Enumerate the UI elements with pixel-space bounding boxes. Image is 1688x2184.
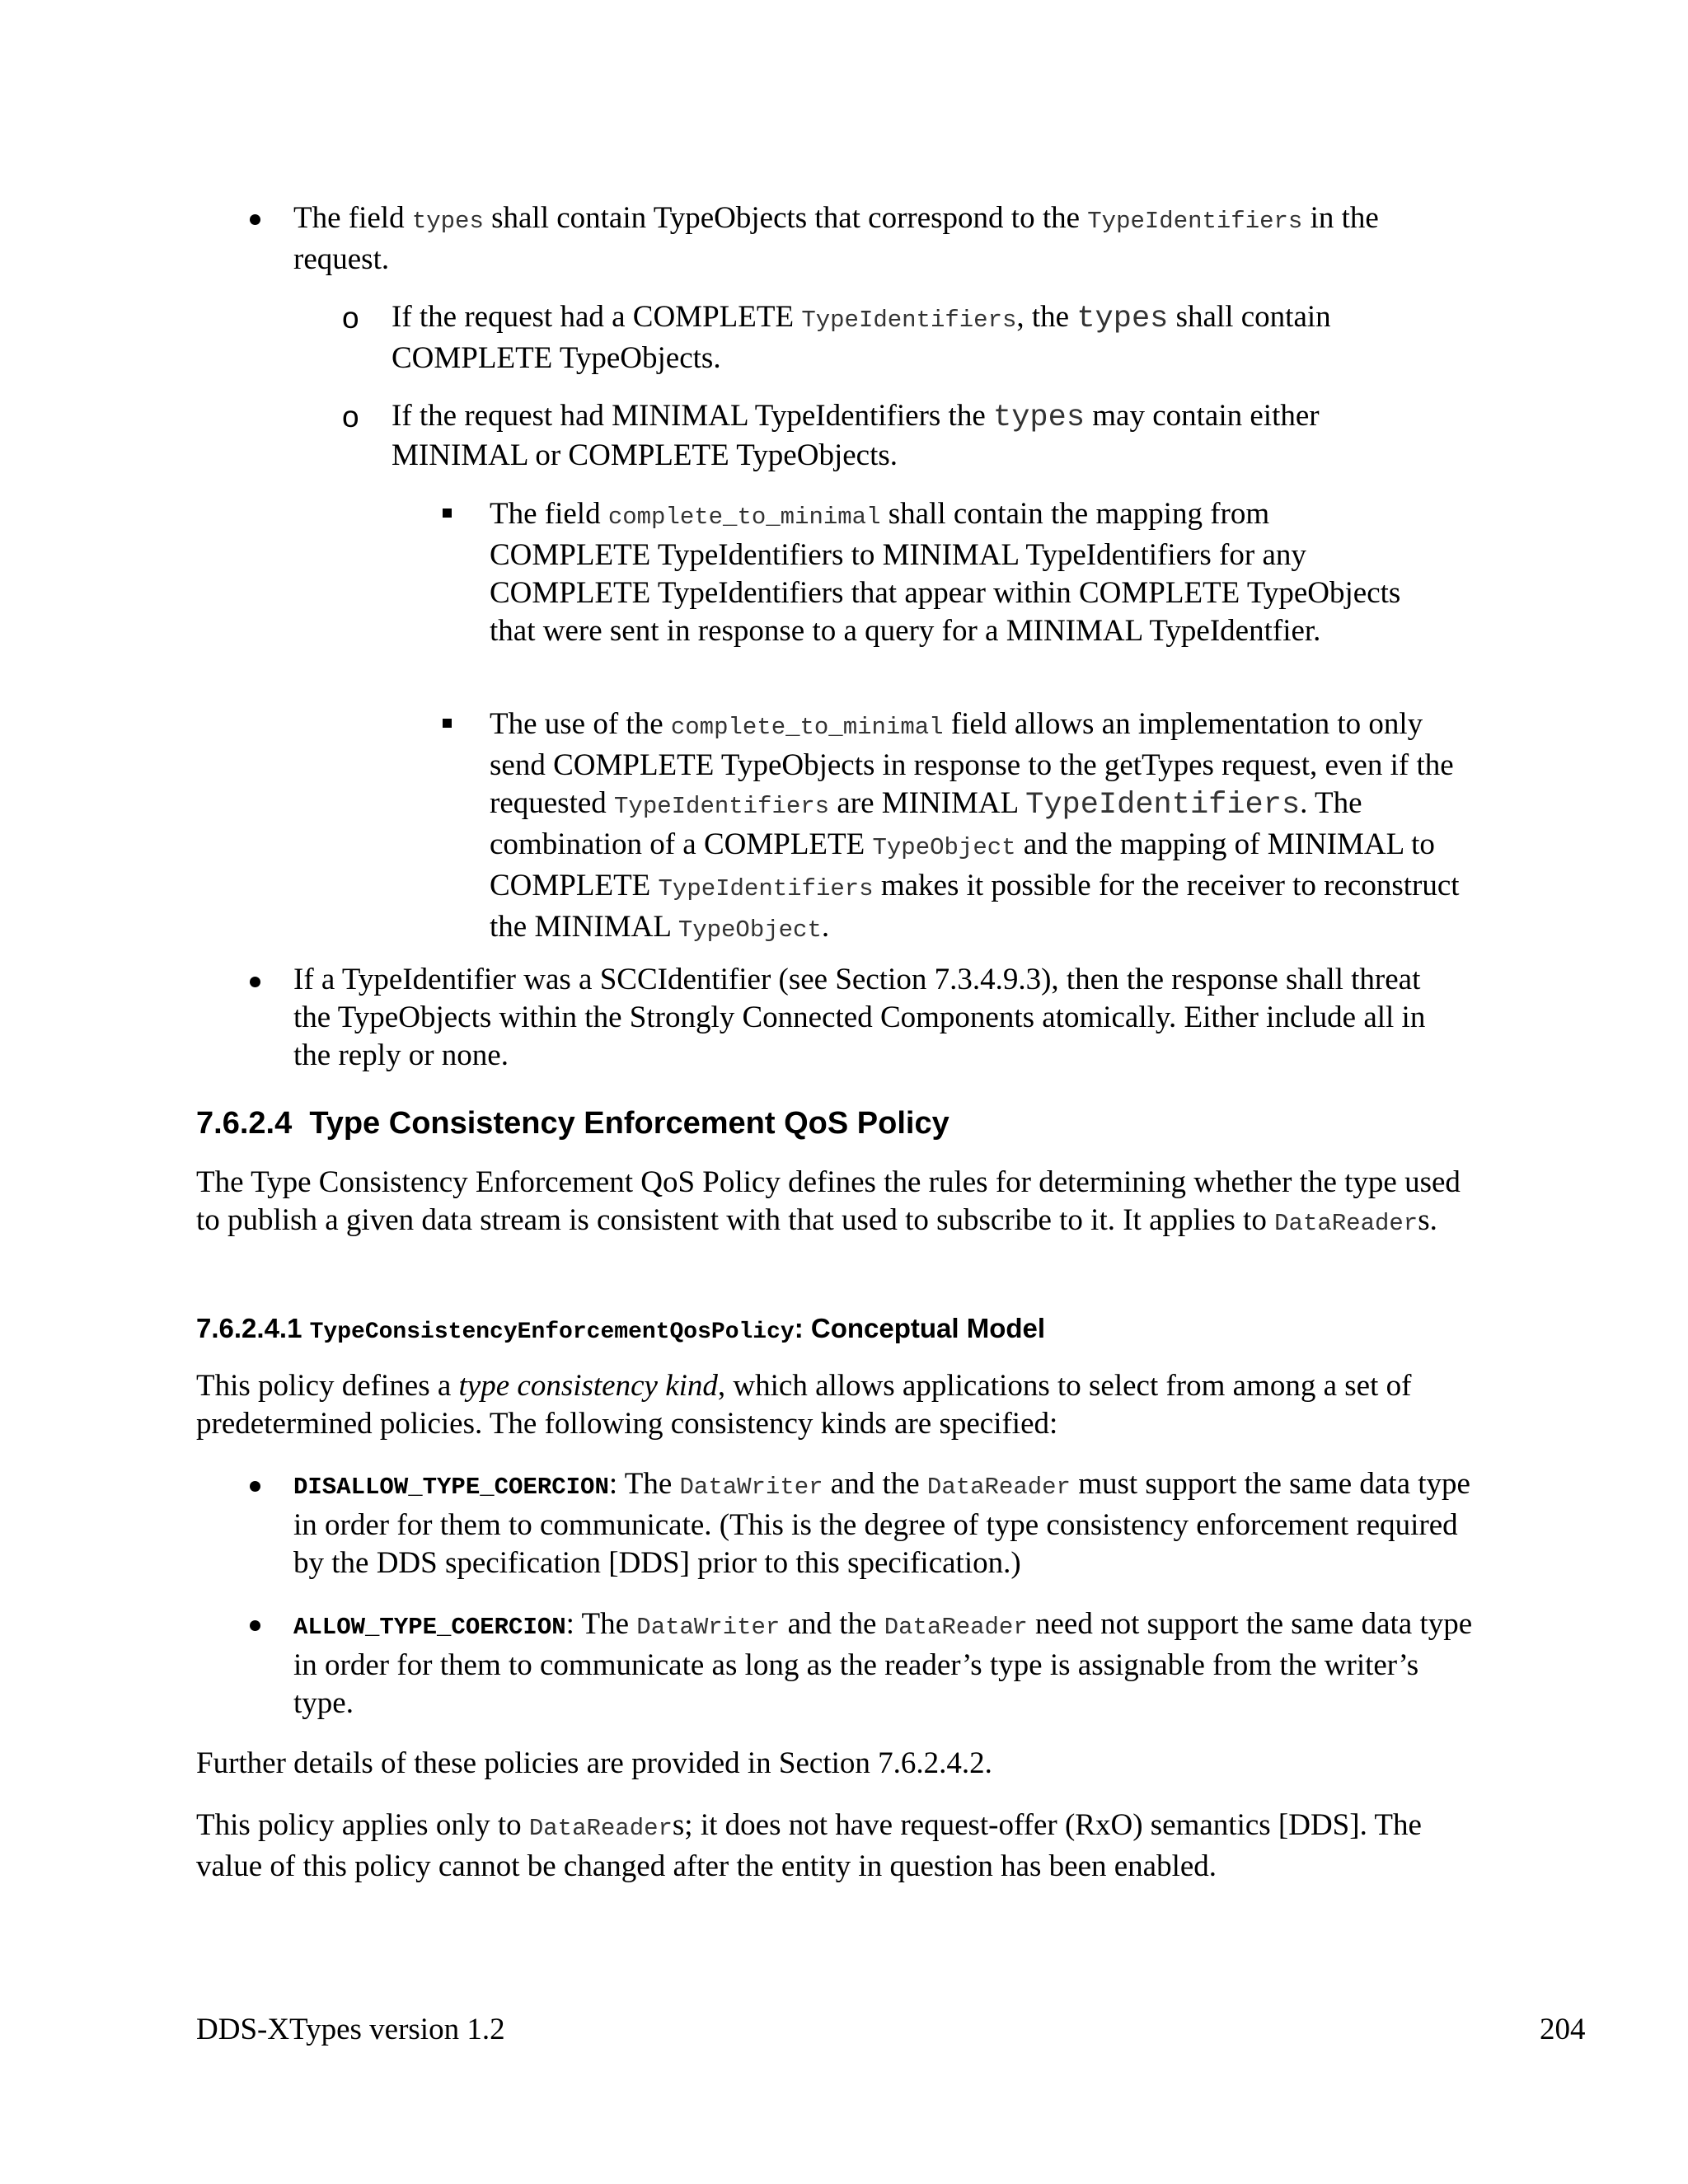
code-types: types	[993, 401, 1085, 435]
code-types: types	[411, 208, 484, 235]
text: and the mapping of MINIMAL to COMPLETE	[490, 827, 1435, 902]
text: : The	[608, 1467, 680, 1501]
sub-bullet-complete	[392, 298, 1447, 377]
code-datawriter: DataWriter	[636, 1614, 781, 1641]
text: : The	[565, 1607, 637, 1641]
footer-page-number: 204	[1540, 2013, 1586, 2046]
heading-title: : Conceptual Model	[794, 1313, 1046, 1343]
text: s.	[1418, 1203, 1437, 1237]
code-allow-type-coercion: ALLOW_TYPE_COERCION	[293, 1614, 566, 1641]
paragraph-policy-applies	[196, 1807, 1482, 1886]
code-typeidentifiers: TypeIdentifiers	[614, 793, 830, 820]
text: are MINIMAL	[829, 786, 1026, 820]
text: If a TypeIdentifier was a SCCIdentifier (see Section 7.3.4.9.3), then the response shall threat the TypeObjects within the Strongly Connected Components atomically. Either include all in the reply or none.	[293, 963, 1426, 1072]
code-datareader: DataReader	[926, 1474, 1071, 1501]
code-typeidentifiers: TypeIdentifiers	[801, 307, 1017, 334]
text: field allows an implementation to only send COMPLETE TypeObjects in response to the getTypes request, even if the requested	[490, 707, 1454, 820]
square-bullet	[443, 509, 452, 518]
bullet-allow-type-coercion	[293, 1605, 1480, 1722]
code-typeidentifiers: TypeIdentifiers	[1087, 208, 1303, 235]
code-datareader: DataReader	[1274, 1210, 1418, 1237]
paragraph-policy-intro	[196, 1164, 1482, 1243]
text: and the	[823, 1467, 927, 1501]
bullet-dot	[250, 977, 260, 987]
text: and the	[780, 1607, 884, 1641]
text: . The combination of a COMPLETE	[490, 786, 1362, 861]
code-disallow-type-coercion: DISALLOW_TYPE_COERCION	[293, 1474, 609, 1501]
text: The field	[293, 201, 412, 235]
text: must support the same data type in order for them to communicate. (This is the degree of type consistency enforcement required by the DDS specification [DDS] prior to this specification.)	[293, 1467, 1470, 1580]
text: If the request had MINIMAL TypeIdentifiers the	[392, 399, 993, 433]
code-policy-name: TypeConsistencyEnforcementQosPolicy	[309, 1319, 795, 1345]
text: , which allows applications to select from among a set of predetermined policies. The following consistency kinds are specified:	[196, 1369, 1412, 1441]
text: need not support the same data type in order for them to communicate as long as the reader’s type is assignable from the writer’s type.	[293, 1607, 1473, 1720]
bullet-dot	[250, 214, 260, 225]
text: The field	[490, 497, 608, 531]
code-typeobject: TypeObject	[678, 916, 822, 944]
sub-bullet-marker: o	[342, 301, 359, 335]
square-item-complete-to-minimal	[490, 495, 1404, 650]
emphasis: type consistency kind	[458, 1369, 718, 1403]
bullet-dot	[250, 1620, 260, 1631]
text: may contain either MINIMAL or COMPLETE TypeObjects.	[392, 399, 1320, 472]
section-heading-7-6-2-4-1	[196, 1310, 1045, 1351]
bullet-dot	[250, 1481, 260, 1492]
section-heading-7-6-2-4: 7.6.2.4 Type Consistency Enforcement QoS Policy	[196, 1106, 950, 1141]
text: shall contain TypeObjects that correspond to the	[483, 201, 1088, 235]
bullet-types-field	[293, 199, 1447, 279]
code-datawriter: DataWriter	[679, 1474, 823, 1501]
code-complete-to-minimal: complete_to_minimal	[607, 504, 881, 531]
code-typeidentifiers: TypeIdentifiers	[1025, 788, 1301, 823]
square-bullet	[443, 719, 452, 728]
text: This policy defines a	[196, 1369, 459, 1403]
heading-number: 7.6.2.4.1	[196, 1313, 310, 1343]
sub-bullet-marker: o	[342, 400, 359, 434]
text: This policy applies only to	[196, 1808, 529, 1842]
code-typeidentifiers: TypeIdentifiers	[658, 875, 874, 902]
sub-bullet-minimal	[392, 397, 1447, 475]
text: The Type Consistency Enforcement QoS Policy defines the rules for determining whether the type used to publish a given data stream is consistent with that used to subscribe to it. It applies to	[196, 1165, 1461, 1237]
code-datareader: DataReader	[528, 1815, 673, 1842]
text: shall contain COMPLETE TypeObjects.	[392, 300, 1331, 375]
text: makes it possible for the receiver to reconstruct the MINIMAL	[490, 869, 1460, 944]
bullet-scc-identifier	[293, 961, 1447, 1075]
text: .	[821, 910, 830, 944]
text: If the request had a COMPLETE	[392, 300, 802, 334]
bullet-disallow-type-coercion	[293, 1465, 1480, 1582]
paragraph-consistency-kind	[196, 1367, 1482, 1443]
code-complete-to-minimal: complete_to_minimal	[670, 714, 944, 741]
paragraph-further-details: Further details of these policies are provided in Section 7.6.2.4.2.	[196, 1746, 992, 1780]
text: s; it does not have request-offer (RxO) semantics [DDS]. The value of this policy cannot be changed after the entity in question has been enabled.	[196, 1808, 1422, 1883]
text: in the request.	[293, 201, 1379, 276]
text: The use of the	[490, 707, 671, 741]
text: shall contain the mapping from COMPLETE TypeIdentifiers to MINIMAL TypeIdentifiers for any COMPLETE TypeIdentifiers that appear within COMPLETE TypeObjects that were sent in response to a query for a MINIMAL TypeIdentfier.	[490, 497, 1401, 648]
code-datareader: DataReader	[884, 1614, 1028, 1641]
code-typeobject: TypeObject	[872, 834, 1016, 861]
footer-title: DDS-XTypes version 1.2	[196, 2013, 505, 2046]
text: , the	[1016, 300, 1077, 334]
code-types: types	[1076, 302, 1169, 336]
square-item-use-of-field	[490, 705, 1479, 949]
